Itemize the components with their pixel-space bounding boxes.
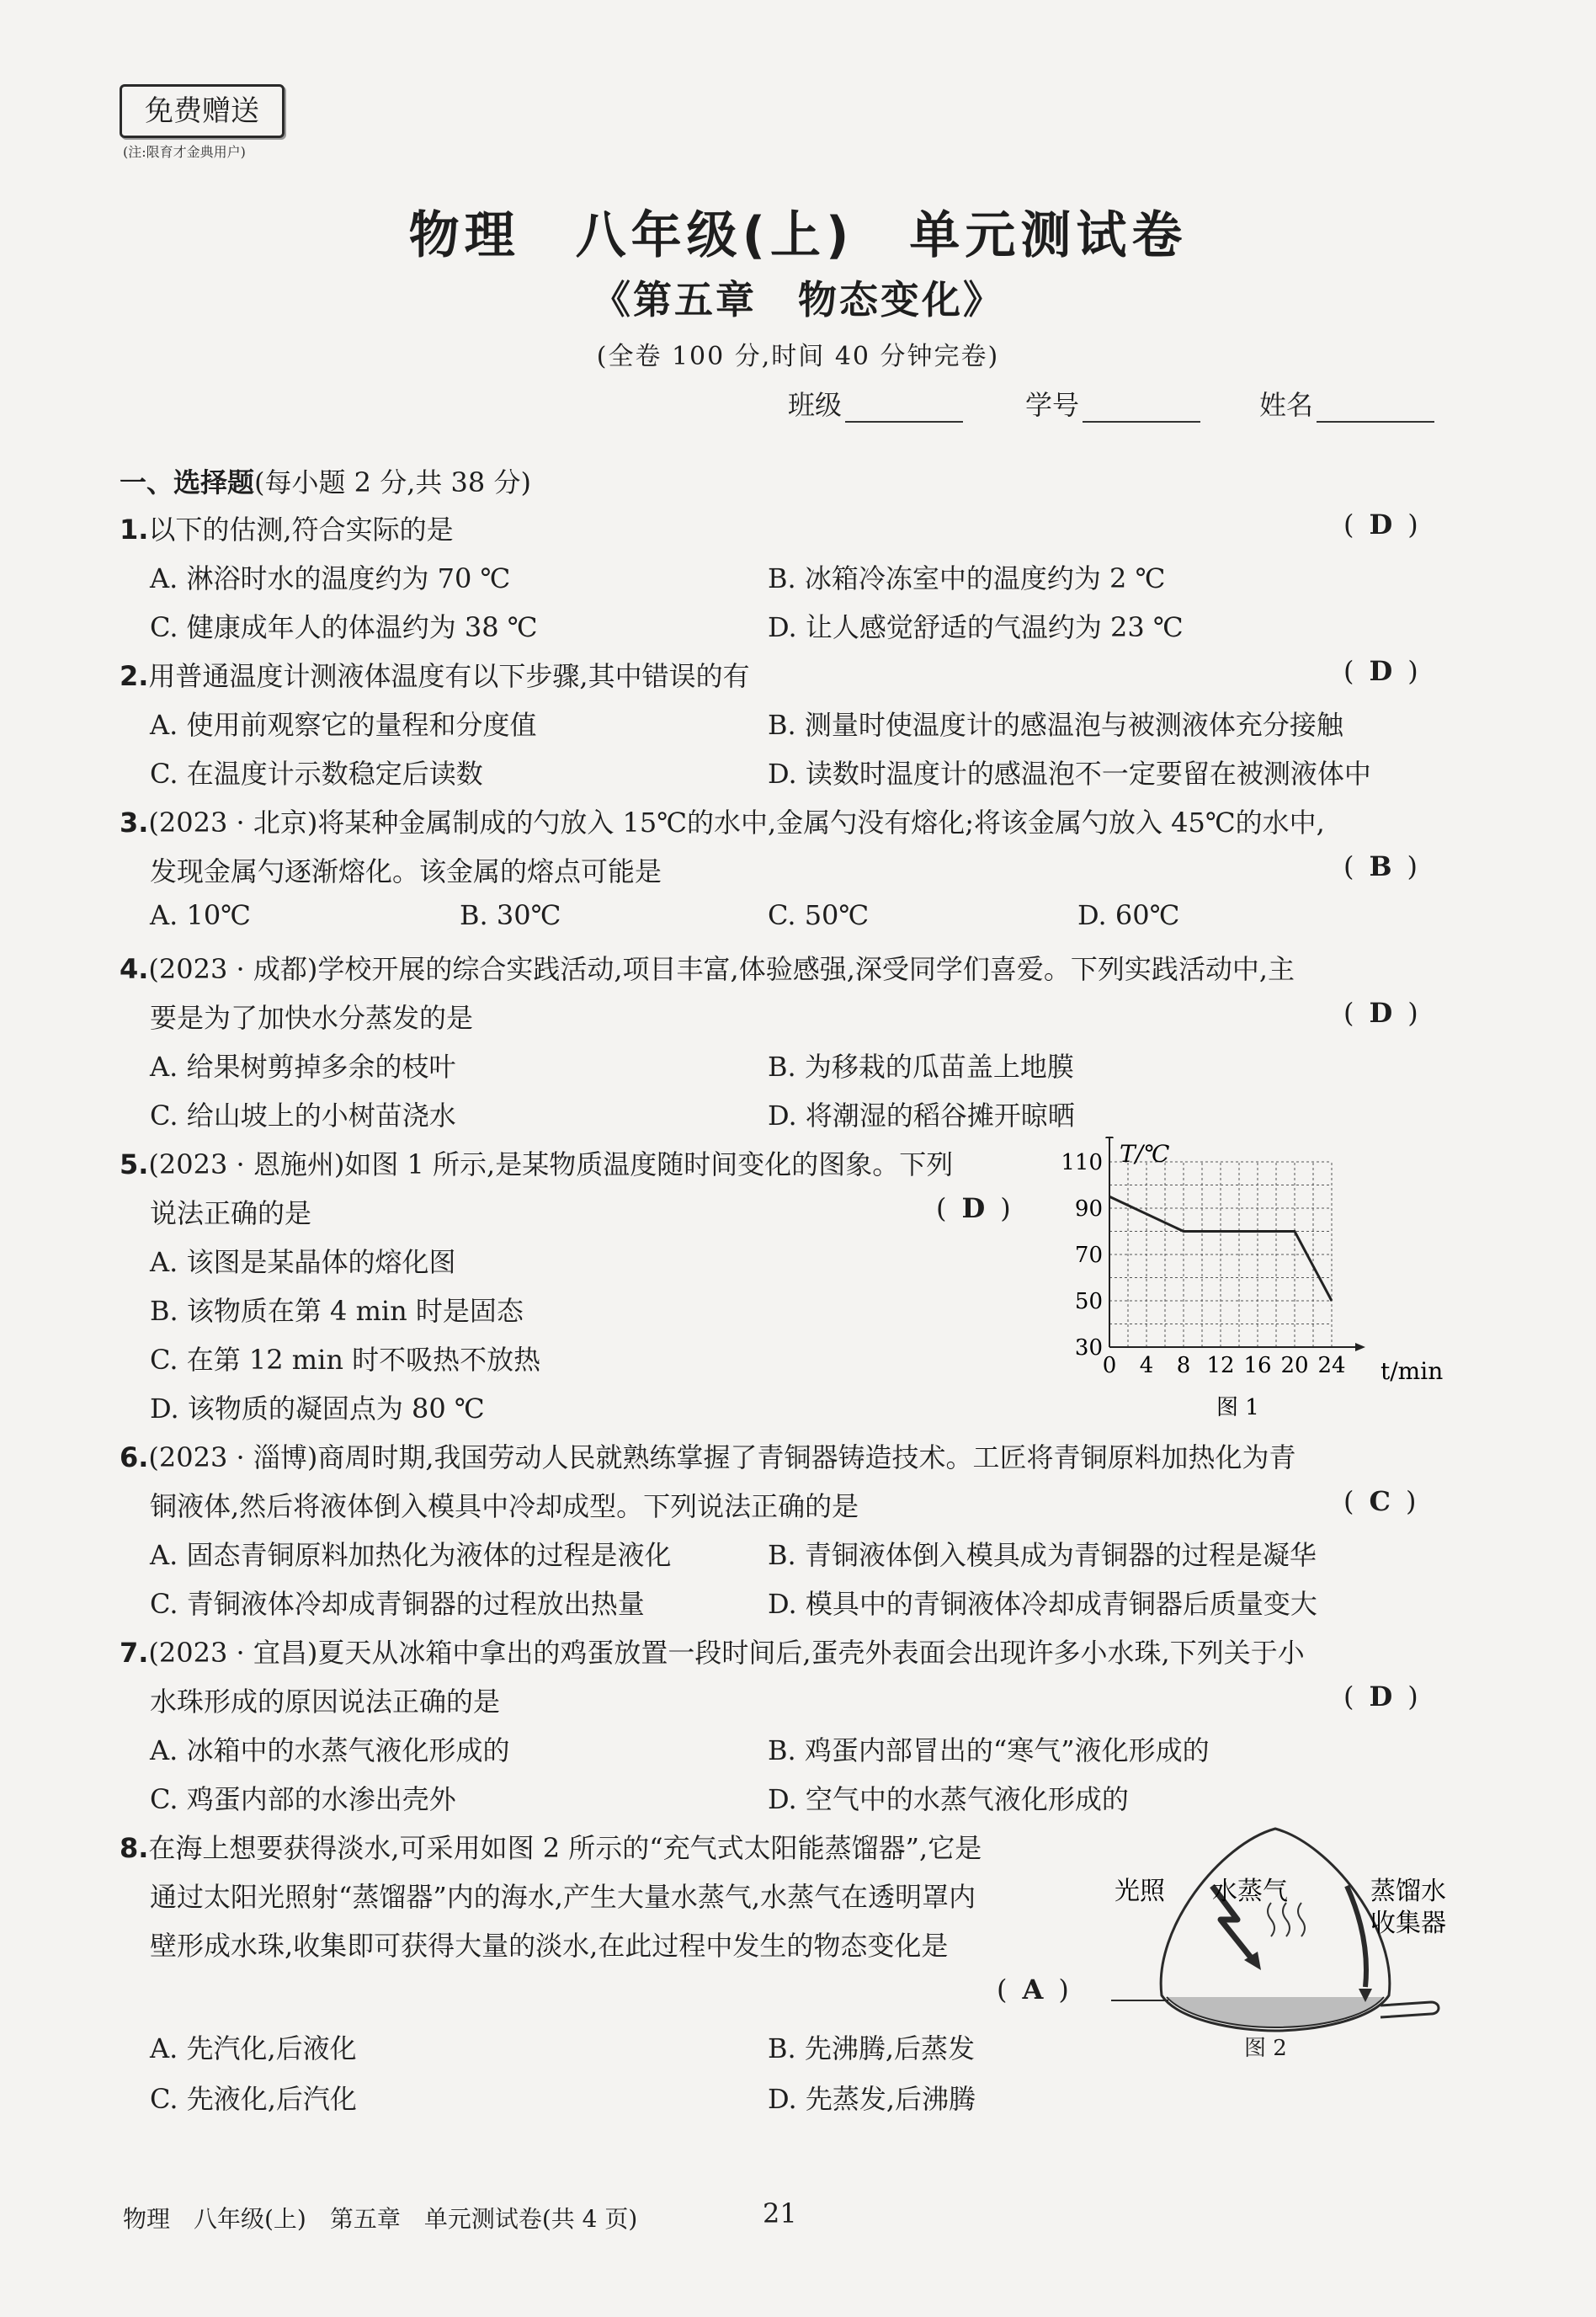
- question-stem: 用普通温度计测液体温度有以下步骤,其中错误的有: [148, 660, 750, 692]
- question-stem-line2: 通过太阳光照射“蒸馏器”内的海水,产生大量水蒸气,水蒸气在透明罩内: [150, 1881, 976, 1913]
- option-b: B. 为移栽的瓜苗盖上地膜: [768, 1051, 1074, 1083]
- chart-title: 图 1: [1216, 1395, 1259, 1420]
- option-a: A. 该图是某晶体的熔化图: [150, 1246, 456, 1278]
- x-axis-label: t/min: [1381, 1357, 1444, 1385]
- page-footer: 物理 八年级(上) 第五章 单元测试卷(共 4 页): [123, 2205, 638, 2233]
- vapor-wave-icon: [1283, 1903, 1290, 1936]
- collector-tube: [1381, 2002, 1439, 2017]
- option-c: C. 50℃: [768, 899, 870, 931]
- free-gift-stamp: 免费赠送: [120, 84, 285, 138]
- option-c: C. 在温度计示数稳定后读数: [150, 758, 483, 790]
- student-number-blank[interactable]: [1083, 396, 1200, 423]
- name-blank[interactable]: [1317, 396, 1434, 423]
- question-number: 1.: [120, 514, 149, 546]
- answer-bracket: ( D ): [1343, 509, 1418, 541]
- answer-bracket: ( A ): [997, 1973, 1069, 2005]
- chapter-subtitle: 《第五章 物态变化》: [592, 277, 1004, 322]
- option-b: B. 测量时使温度计的感温泡与被测液体充分接触: [768, 709, 1343, 741]
- option-b: B. 青铜液体倒入模具成为青铜器的过程是凝华: [768, 1539, 1317, 1571]
- option-a: A. 10℃: [150, 899, 251, 931]
- y-tick-label: 30: [1074, 1335, 1103, 1361]
- option-a: A. 淋浴时水的温度约为 70 ℃: [150, 562, 511, 594]
- option-b: B. 先沸腾,后蒸发: [768, 2032, 976, 2064]
- question-stem-line2: 铜液体,然后将液体倒入模具中冷却成型。下列说法正确的是: [150, 1490, 859, 1522]
- option-d: D. 该物质的凝固点为 80 ℃: [150, 1393, 485, 1425]
- question-2: [120, 655, 750, 694]
- question-6: [120, 1436, 1296, 1475]
- chart-axes: [1105, 1137, 1365, 1351]
- option-c: C. 先液化,后汽化: [150, 2083, 357, 2115]
- question-stem: (2023 · 成都)学校开展的综合实践活动,项目丰富,体验感强,深受同学们喜爱。下列实践活动中,主: [148, 953, 1295, 985]
- question-5: [120, 1143, 953, 1182]
- question-number: 6.: [120, 1441, 149, 1473]
- x-axis-arrow-icon: [1355, 1343, 1365, 1351]
- option-b: B. 鸡蛋内部冒出的“寒气”液化形成的: [768, 1734, 1210, 1766]
- class-field[interactable]: [788, 384, 963, 423]
- temperature-time-chart: [1052, 1137, 1448, 1423]
- stamp-note: (注:限育才金典用户): [123, 144, 246, 160]
- answer-letter: A: [1022, 1973, 1044, 2005]
- question-1: [120, 509, 454, 547]
- answer-letter: B: [1369, 850, 1392, 882]
- section-note: (每小题 2 分,共 38 分): [254, 466, 531, 498]
- question-number: 8.: [120, 1832, 149, 1864]
- question-stem-line2: 发现金属勺逐渐熔化。该金属的熔点可能是: [150, 855, 662, 887]
- condensate-arrow-icon: [1347, 1886, 1366, 1987]
- section-heading: [120, 461, 531, 500]
- question-stem-line2: 要是为了加快水分蒸发的是: [150, 1002, 474, 1034]
- answer-bracket: ( B ): [1343, 850, 1418, 882]
- option-d: D. 60℃: [1077, 899, 1180, 931]
- y-tick-label: 70: [1074, 1243, 1103, 1268]
- option-d: D. 让人感觉舒适的气温约为 23 ℃: [768, 611, 1184, 643]
- x-tick-label: 16: [1243, 1353, 1272, 1378]
- option-c: C. 健康成年人的体温约为 38 ℃: [150, 611, 538, 643]
- question-8: [120, 1827, 982, 1866]
- x-tick-label: 4: [1139, 1353, 1154, 1378]
- question-number: 4.: [120, 953, 149, 985]
- question-stem-line3: 壁形成水珠,收集即可获得大量的淡水,在此过程中发生的物态变化是: [150, 1930, 949, 1962]
- class-label: 班级: [788, 389, 843, 421]
- option-a: A. 固态青铜原料加热化为液体的过程是液化: [150, 1539, 672, 1571]
- option-d: D. 空气中的水蒸气液化形成的: [768, 1783, 1129, 1815]
- option-a: A. 给果树剪掉多余的枝叶: [150, 1051, 456, 1083]
- vapor-wave-icon: [1268, 1903, 1274, 1936]
- question-number: 5.: [120, 1148, 149, 1180]
- solar-still-figure: [1094, 1810, 1448, 2063]
- answer-bracket: ( D ): [1343, 997, 1418, 1029]
- page-number: 21: [763, 2197, 797, 2229]
- question-number: 7.: [120, 1637, 149, 1669]
- option-d: D. 将潮湿的稻谷摊开晾晒: [768, 1100, 1075, 1132]
- option-c: C. 在第 12 min 时不吸热不放热: [150, 1344, 541, 1376]
- option-b: B. 冰箱冷冻室中的温度约为 2 ℃: [768, 562, 1166, 594]
- question-stem: (2023 · 淄博)商周时期,我国劳动人民就熟练掌握了青铜器铸造技术。工匠将青铜原料加热化为青: [148, 1441, 1296, 1473]
- answer-letter: D: [1369, 997, 1393, 1029]
- figure-2-caption: 图 2: [1244, 2036, 1287, 2061]
- class-blank[interactable]: [845, 396, 963, 423]
- y-tick-label: 110: [1061, 1150, 1103, 1175]
- score-info: (全卷 100 分,时间 40 分钟完卷): [596, 342, 1000, 371]
- y-tick-label: 50: [1074, 1289, 1103, 1314]
- y-axis-label: T/℃: [1120, 1140, 1170, 1168]
- question-stem: (2023 · 恩施州)如图 1 所示,是某物质温度随时间变化的图象。下列: [148, 1148, 954, 1180]
- answer-bracket: ( C ): [1343, 1485, 1417, 1517]
- x-tick-label: 12: [1206, 1353, 1235, 1378]
- answer-bracket: ( D ): [1343, 1680, 1418, 1712]
- option-a: A. 使用前观察它的量程和分度值: [150, 709, 537, 741]
- option-d: D. 模具中的青铜液体冷却成青铜器后质量变大: [768, 1588, 1317, 1620]
- answer-bracket: ( D ): [1343, 655, 1418, 687]
- name-label: 姓名: [1259, 389, 1314, 421]
- page-title: 物理 八年级(上) 单元测试卷: [408, 206, 1188, 265]
- question-number: 3.: [120, 807, 149, 839]
- light-label: 光照: [1115, 1877, 1165, 1906]
- answer-letter: D: [1369, 1680, 1393, 1712]
- chart-grid: [1109, 1162, 1332, 1347]
- option-b: B. 30℃: [460, 899, 561, 931]
- option-d: D. 读数时温度计的感温泡不一定要留在被测液体中: [768, 758, 1371, 790]
- option-d: D. 先蒸发,后沸腾: [768, 2083, 976, 2115]
- name-field[interactable]: [1259, 384, 1434, 423]
- option-c: C. 青铜液体冷却成青铜器的过程放出热量: [150, 1588, 645, 1620]
- y-axis-arrow-icon: [1105, 1137, 1114, 1138]
- option-a: A. 冰箱中的水蒸气液化形成的: [150, 1734, 510, 1766]
- answer-letter: D: [1369, 655, 1393, 687]
- x-tick-label: 20: [1280, 1353, 1309, 1378]
- question-3: [120, 802, 1325, 840]
- x-tick-label: 8: [1176, 1353, 1191, 1378]
- option-c: C. 鸡蛋内部的水渗出壳外: [150, 1783, 456, 1815]
- question-4: [120, 948, 1295, 987]
- question-stem: (2023 · 宜昌)夏天从冰箱中拿出的鸡蛋放置一段时间后,蛋壳外表面会出现许多小水珠,下列关于小: [148, 1637, 1305, 1669]
- question-7: [120, 1632, 1305, 1670]
- vapor-wave-icon: [1298, 1903, 1305, 1936]
- option-c: C. 给山坡上的小树苗浇水: [150, 1100, 456, 1132]
- question-stem-line2: 水珠形成的原因说法正确的是: [150, 1686, 501, 1718]
- collector-label-2: 收集器: [1370, 1909, 1446, 1938]
- question-stem: 以下的估测,符合实际的是: [148, 514, 454, 546]
- seawater: [1167, 1997, 1384, 2027]
- y-tick-label: 90: [1074, 1196, 1103, 1222]
- x-tick-label: 0: [1102, 1353, 1117, 1378]
- answer-bracket: ( D ): [936, 1192, 1011, 1224]
- question-stem: 在海上想要获得淡水,可采用如图 2 所示的“充气式太阳能蒸馏器”,它是: [148, 1832, 982, 1864]
- vapor-label: 水蒸气: [1212, 1877, 1288, 1906]
- answer-letter: C: [1369, 1485, 1391, 1517]
- student-number-field[interactable]: [1025, 384, 1200, 423]
- chart-ticks: [1061, 1150, 1345, 1378]
- answer-letter: D: [961, 1192, 986, 1224]
- question-stem-line2: 说法正确的是: [150, 1197, 312, 1229]
- student-number-label: 学号: [1025, 389, 1080, 421]
- section-title: 一、选择题: [120, 466, 255, 498]
- option-a: A. 先汽化,后液化: [150, 2032, 357, 2064]
- x-tick-label: 24: [1317, 1353, 1346, 1378]
- question-stem: (2023 · 北京)将某种金属制成的勺放入 15℃的水中,金属勺没有熔化;将该金属勺放入 45℃的水中,: [148, 807, 1325, 839]
- answer-letter: D: [1369, 509, 1393, 541]
- question-number: 2.: [120, 660, 149, 692]
- collector-label-1: 蒸馏水: [1370, 1877, 1446, 1906]
- option-b: B. 该物质在第 4 min 时是固态: [150, 1295, 524, 1327]
